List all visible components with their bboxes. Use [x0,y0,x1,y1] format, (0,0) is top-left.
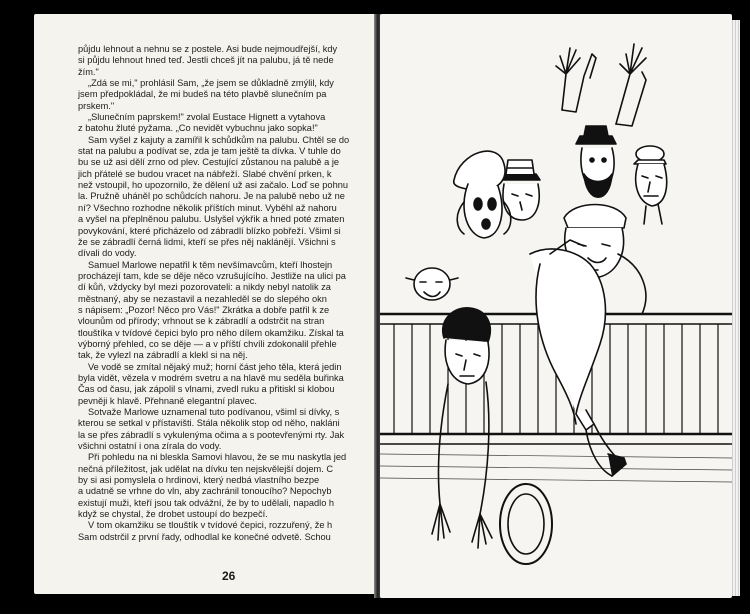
text-line: s nápisem: „Pozor! Něco pro Vás!" Zkrátka a dobře patřil k ze [78,304,330,315]
text-line: prskem." [78,100,115,111]
text-line: si půjdu lehnout hned teď. Jestli chceš jít na palubu, já tě nede [78,55,334,66]
text-line: Sotvaže Marlowe uznamenal tuto podívanou, všiml si dívky, s [88,407,340,417]
text-line: výborný přehled, co se děje — a v příští chvíli zdokonalil přehle [78,338,337,349]
text-line: půjdu lehnout a nehnu se z postele. Asi bude nejmoudřejší, kdy [78,44,338,54]
text-line: a vyšel na přeplněnou palubu. Uslyšel výkřik a hned poté zmaten [78,214,345,225]
page-edge [732,20,740,596]
text-line: když se chystal, že drobet ustoupí do bezpečí. [78,509,268,520]
text-line: Čas od času, jak zápolil s vlnami, zvedl ruku a přitiskl si klobou [78,384,335,395]
text-line: V tom okamžiku se tlouštík v tvídové čepici, rozzuřený, že h [88,520,333,531]
text-line: la se přes zábradlí s vykulenýma očima a s pootevřenými rty. Jak [78,429,345,440]
text-line: kterou se setkal v přístavišti. Stála několik stop od něho, nakláni [78,418,340,429]
text-line: byla vidět, vězela v modrém svetru a na hlavě mu seděla buřinka [78,372,344,383]
text-line: pevněji k hlavě. Přehnaně elegantní plavec. [78,395,257,406]
text-line: dí kůň, vždycky byl mezi pozorovateli: a nikdy nebyl natolik za [78,282,331,293]
text-line: tak, že vylezl na zábradlí a klekl si na něj. [78,350,248,361]
page-number: 26 [222,569,236,583]
text-line: nečná příležitost, jak udělat na dívku ten nejskvělejší dojem. C [78,463,334,474]
text-line: by si asi pomyslela o hrdinovi, který nedbá vlastního bezpe [78,475,320,486]
text-line: a udatně se vrhne do vln, aby zachránil tonoucího? Nepochyb [78,486,332,497]
left-page [34,14,376,594]
text-line: Sam vyšel z kajuty a zamířil k schůdkům na palubu. Chtěl se do [88,134,350,145]
text-line: Sam odstrčil z první řady, odhodlal ke konečné odvetě. Schou [78,531,331,542]
text-line: ní? Všechno rozhodne několik příštích minut. Vyběhl až nahoru [78,202,337,213]
text-line: městnaný, aby se nezastavil a nezahleděl se do slepého okn [78,293,327,304]
text-line: z batohu žluté pyžama. „Co nevidět vybuchnu jako sopka!" [78,123,318,134]
text-line: „Slunečním paprskem!" zvolal Eustace Hignett a vytahova [88,112,326,123]
text-line: jsem předpokládal, že mi budeš na této plavbě slunečním pa [78,89,327,100]
text-line: žím." [78,66,99,77]
text-line: Ve vodě se zmítal nějaký muž; horní část jeho těla, která jedin [88,361,342,372]
text-line: Samuel Marlowe nepatřil k těm nevšímavcům, kteří lhostejn [88,259,333,270]
text-line: než vstoupil, ho upozornilo, že dělení už asi začalo. Loď se pohnu [78,180,348,191]
body-text [78,44,376,543]
text-line: stat na palubu a podívat se, zda je tam ještě ta dívka. V tuhle do [78,146,341,157]
text-line: povykování, které přicházelo od zábradlí blízko pobřeží. Všiml si [78,225,341,236]
text-line: že se zábradlí černá lidmi, kteří se přes něj naklánějí. Všichni s [78,236,336,247]
text-line: existují muži, kteří jsou tak odvážní, že by to udělali, napadlo h [78,497,335,508]
text-line: procházejí tam, kde se děje něco vzrušujícího. Jestliže na ulici pa [78,270,346,281]
text-line: dívali do vody. [78,248,137,259]
ship-deck-crowd-illustration [380,14,732,598]
text-line: Při pohledu na ni bleskla Samovi hlavou, že se mu naskytla jed [88,452,347,463]
text-line: la. Pružně uháněl po schůdcích nahoru. Je na palubě nebo už ne [78,191,345,202]
text-line: tlouštíka v tvídové čepici bylo pro něho dílem okamžiku. Získal ta [78,327,344,338]
text-line: jich přátelé se budou vracet na nábřeží. Slabé chvění prken, k [78,168,332,179]
text-line: všichni ostatní i ona zírala do vody. [78,441,222,452]
right-page [380,14,732,598]
text-line: bu se už asi dělí zrno od plev. Cestující zůstanou na palubě a je [78,157,340,168]
text-line: vlounům od přírody; vrhnout se k zábradlí a odstrčit na stran [78,316,325,327]
text-line: „Zdá se mi," prohlásil Sam, „že jsem se důkladně zmýlil, kdy [88,78,334,89]
